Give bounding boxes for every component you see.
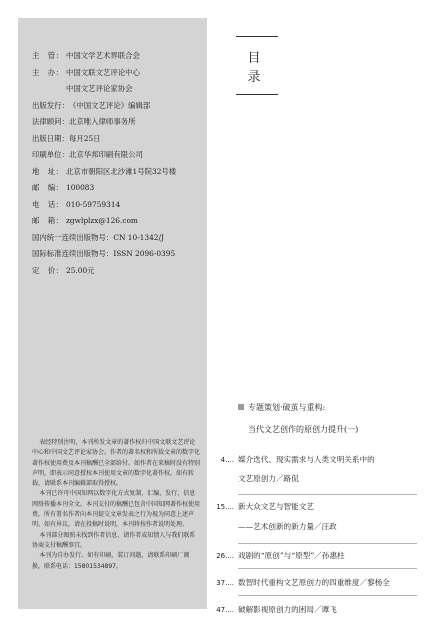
copyright-notice	[32, 438, 200, 572]
pub-row-sponsor-2	[32, 84, 204, 101]
toc-page-number: 26....	[216, 552, 234, 560]
toc-divider	[238, 543, 417, 544]
pub-row-publisher	[32, 101, 204, 118]
toc-entry-text	[238, 604, 417, 616]
pub-value: 25.00元	[66, 265, 95, 275]
pub-value: CN 10-1342/J	[113, 232, 164, 242]
pub-value: 010-59759314	[66, 199, 121, 209]
pub-label: 邮 箱：	[32, 216, 64, 225]
pub-label: 出版日期：	[32, 133, 69, 143]
pub-label: 国际标准连续出版物号：	[32, 249, 114, 258]
publication-info	[32, 51, 204, 282]
toc-entry[interactable]	[212, 550, 417, 562]
pub-value: 北京唯入律师事务所	[68, 117, 136, 126]
pub-row-issn	[32, 249, 204, 266]
toc-entry-line: 媒介迭代、现实需求与人类文明关系中的	[238, 455, 375, 464]
feature-subtitle: 当代文艺创作的原创力提升(一)	[248, 425, 359, 434]
table-of-contents	[212, 400, 417, 616]
toc-heading-rule	[236, 36, 278, 37]
pub-row-address	[32, 167, 204, 184]
toc-entry-line: 破解影视原创力的困局／谭飞	[238, 605, 337, 614]
toc-entry[interactable]	[212, 501, 417, 533]
pub-row-postcode	[32, 183, 204, 200]
toc-entry-line: 数智时代重构文艺原创力的四重维度／黎杨全	[238, 578, 390, 587]
toc-heading-block	[236, 36, 298, 95]
pub-value: 100083	[66, 183, 95, 192]
toc-entry-text	[238, 577, 417, 589]
toc-divider	[238, 568, 417, 569]
pub-row-supervisor	[32, 51, 204, 68]
notice-paragraph: 本刊已许可中国知网以数字化方式复制、汇编、发行、信息网络传播本刊全文。本刊支付的稿酬已包含中国知网著作权使用费，所有署名作者向本刊提交文章发表之行为视为同意上述声明。如有异议，请在投稿时说明，本刊将按作者说明处理。	[32, 490, 201, 529]
toc-entry-line: ——艺术创新的新力量／汪政	[238, 522, 337, 531]
toc-entry-line: 戏剧的“原创”与“原型”／孙惠柱	[238, 551, 345, 560]
toc-heading-rule	[236, 94, 278, 95]
notice-paragraph: 本刊部分图照未找到作者信息，请作者或知情人与我们联系协商支付稿酬事宜。	[32, 531, 196, 549]
toc-entry-text	[238, 550, 417, 562]
pub-row-cn	[32, 233, 204, 250]
toc-entry-text	[238, 501, 417, 533]
toc-divider	[238, 595, 417, 596]
toc-entry[interactable]	[212, 577, 417, 589]
toc-entry-line: 新大众文艺与智能文艺	[238, 502, 314, 511]
toc-entry-text	[238, 454, 417, 485]
pub-label: 法律顾问：	[32, 117, 69, 126]
pub-label: 电 话：	[32, 199, 64, 209]
square-bullet-icon	[238, 404, 244, 410]
publication-info-panel	[18, 18, 207, 609]
toc-page-number: 4....	[220, 456, 234, 464]
toc-page-number: 15....	[216, 503, 234, 511]
toc-entry-line: 文艺原创力／路侃	[238, 474, 299, 483]
pub-value: 中国文联文艺评论中心	[66, 67, 140, 77]
toc-divider	[238, 494, 417, 495]
pub-value: 《中国文艺评论》编辑部	[68, 100, 151, 110]
pub-value: 北京华邦印刷有限公司	[68, 150, 143, 159]
pub-label: 出版发行：	[32, 100, 69, 110]
pub-value: 北京市朝阳区北沙滩1号院32号楼	[66, 166, 177, 176]
toc-heading: 目 录	[247, 51, 298, 85]
pub-value: 中国文艺评论家协会	[66, 84, 133, 93]
toc-page-number: 47....	[216, 606, 234, 614]
pub-row-legal	[32, 117, 204, 134]
pub-label: 地 址：	[32, 166, 64, 176]
pub-value: 中国文学艺术界联合会	[66, 51, 140, 60]
pub-row-sponsor	[32, 68, 204, 85]
notice-paragraph: 本刊为自办发行。如有印刷、装订问题，请联系印刷厂调换，联系电话：15801534897。	[32, 552, 190, 570]
toc-entry[interactable]	[212, 454, 417, 485]
pub-value: ISSN 2096-0395	[113, 249, 176, 258]
pub-value: 每月25日	[68, 133, 101, 143]
pub-label: 主 办：	[32, 67, 64, 77]
pub-row-email	[32, 216, 204, 233]
pub-label: 国内统一连续出版物号：	[32, 232, 114, 242]
pub-row-printer	[32, 150, 204, 167]
feature-title: 专题策划·破茧与重构:	[248, 402, 326, 412]
pub-row-date	[32, 134, 204, 151]
feature-heading	[238, 400, 417, 414]
pub-label: 印刷单位：	[32, 150, 69, 159]
notice-paragraph: 表经特别注明，本刊所发文章的著作权归中国文联文艺评论中心和中国文艺评论家协会。作者的著名权和所载文章的数字化著作权使用费及本刊稿酬已全部给付。如作者在来稿时没有特别声明，即表示同意授权本刊使用文章的数字化著作权。如有转载，请联系本刊编辑部取得授权。	[32, 439, 201, 488]
pub-value: zgwlplzx@126.com	[66, 216, 138, 225]
pub-label: 邮 编：	[32, 183, 64, 192]
pub-row-phone	[32, 200, 204, 217]
pub-label	[32, 84, 66, 101]
toc-page-number: 37....	[216, 579, 234, 587]
pub-label: 定 价：	[32, 265, 64, 275]
pub-label: 主 管：	[32, 51, 64, 60]
toc-entry[interactable]	[212, 604, 417, 616]
pub-row-price	[32, 266, 204, 283]
